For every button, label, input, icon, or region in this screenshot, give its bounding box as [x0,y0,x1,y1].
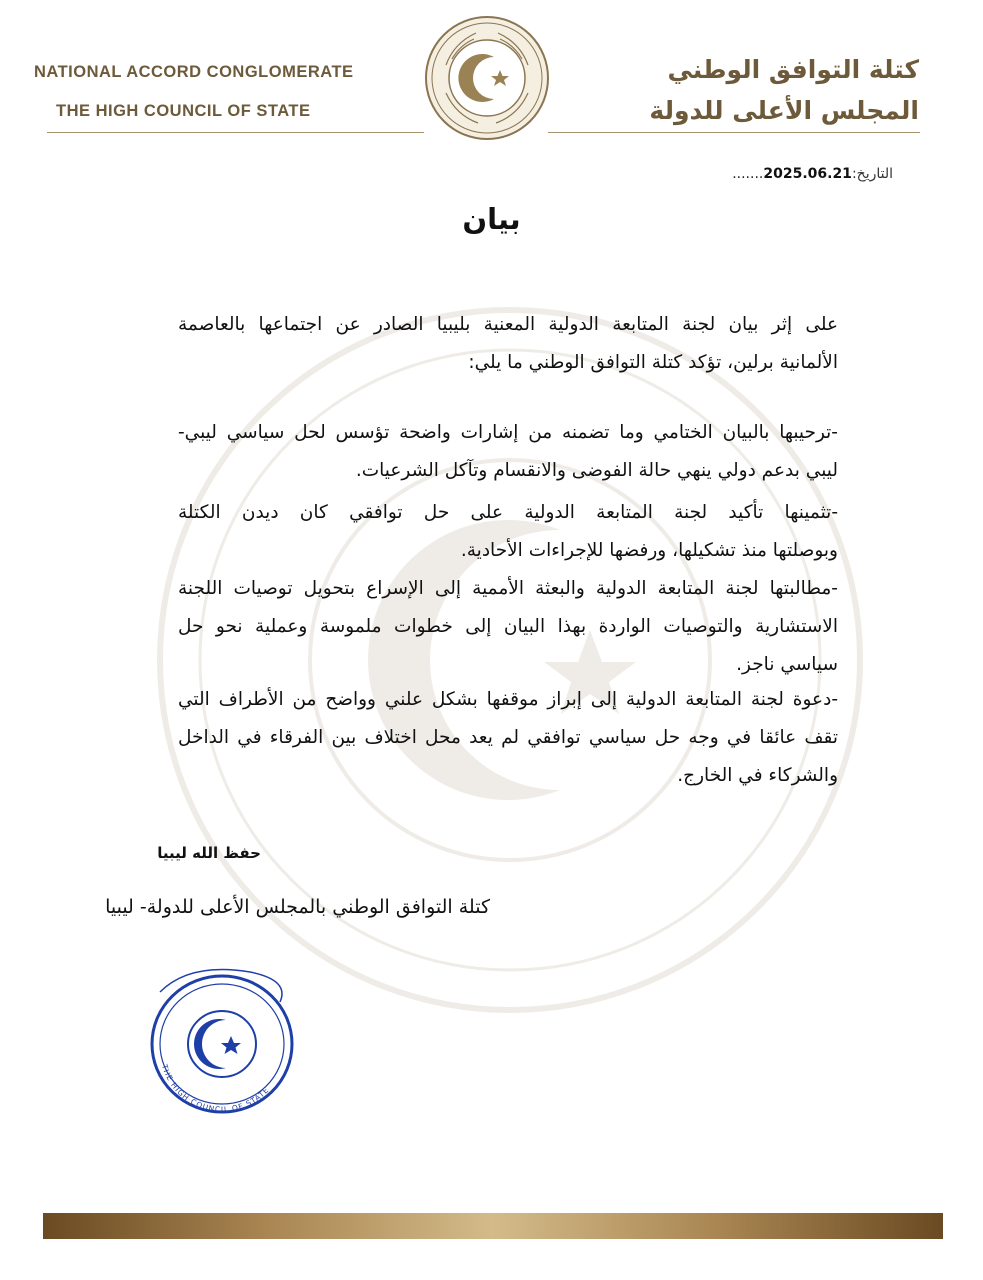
date-dots: ....... [732,166,764,182]
official-stamp-icon [130,962,315,1122]
point-line: الاستشارية والتوصيات الواردة بهذا البيان إلى خطوات ملموسة وعملية نحو حل [178,616,838,637]
point-line: -ترحيبها بالبيان الختامي وما تضمنه من إشارات واضحة تؤسس لحل سياسي ليبي- [178,422,838,443]
point-line: والشركاء في الخارج. [677,765,838,786]
date-value: 2025.06.21 [763,166,852,182]
statement-point-3 [178,570,838,684]
header-arabic-line-2: المجلس الأعلى للدولة [649,96,919,125]
footer-gold-bar [43,1213,943,1239]
statement-point-4 [178,681,838,795]
point-line: -مطالبتها لجنة المتابعة الدولية والبعثة الأممية إلى الإسراع بتحويل توصيات اللجنة [178,578,838,599]
statement-point-2 [178,494,838,570]
header-divider-right [548,132,920,133]
document-date [732,166,893,182]
header-english-line-1: NATIONAL ACCORD CONGLOMERATE [34,63,354,81]
statement-point-1 [178,414,838,490]
stamp-ring-text: THE HIGH COUNCIL OF STATE [159,1063,272,1115]
council-seal-logo [424,15,550,141]
svg-text:THE HIGH COUNCIL OF STATE [160,1062,271,1114]
point-line: وبوصلتها منذ تشكيلها، ورفضها للإجراءات الأحادية. [460,540,838,561]
signature-line: كتلة التوافق الوطني بالمجلس الأعلى للدولة- ليبيا [105,896,490,918]
point-line: تقف عائقا في وجه حل سياسي توافقي لم يعد محل اختلاف بين الفرقاء في الداخل [178,727,838,748]
point-line: -دعوة لجنة المتابعة الدولية إلى إبراز موقفها بشكل علني وواضح من الأطراف التي [178,689,838,710]
intro-line: الألمانية برلين، تؤكد كتلة التوافق الوطني ما يلي: [468,352,838,373]
point-line: ليبي بدعم دولي ينهي حالة الفوضى والانقسام وتآكل الشرعيات. [355,460,838,481]
header-english-line-2: THE HIGH COUNCIL OF STATE [56,102,311,120]
statement-title: بيان [462,202,521,236]
date-label: التاريخ: [851,166,893,182]
header-arabic-line-1: كتلة التوافق الوطني [667,55,919,84]
point-line: -تثمينها تأكيد لجنة المتابعة الدولية على حل توافقي كان ديدن الكتلة [178,502,838,523]
header-divider-left [47,132,424,133]
point-line: سياسي ناجز. [736,654,838,675]
closing-phrase: حفظ الله ليبيا [157,844,261,862]
intro-line: على إثر بيان لجنة المتابعة الدولية المعنية بليبيا الصادر عن اجتماعها بالعاصمة [178,314,838,335]
intro-paragraph [178,306,838,382]
